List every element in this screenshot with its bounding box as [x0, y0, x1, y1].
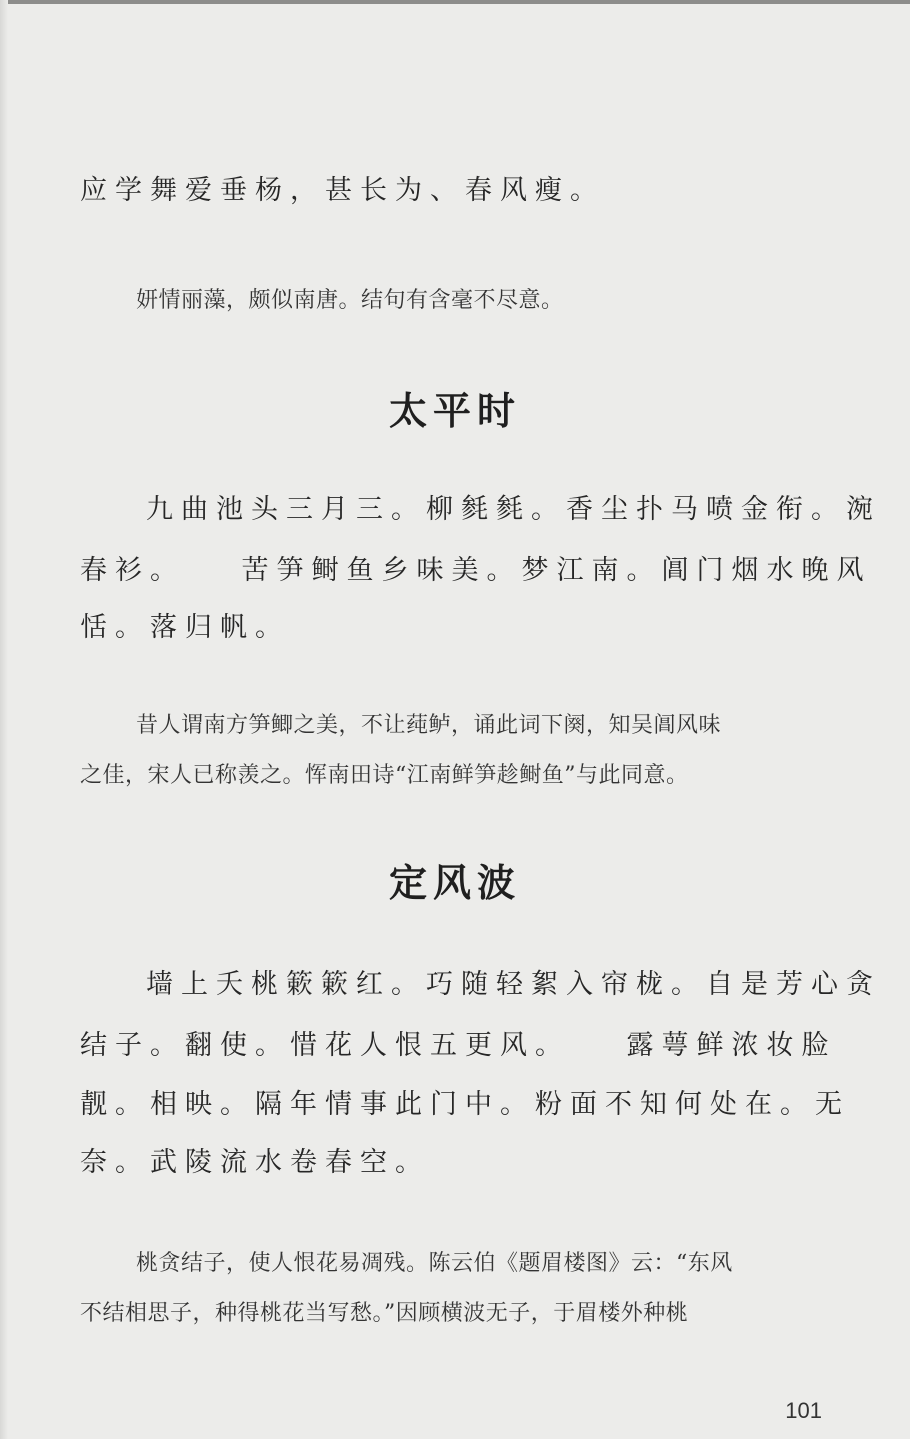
section-title: 定风波: [388, 860, 521, 905]
poem-line: 墙上夭桃簌簌红。巧随轻絮入帘栊。自是芳心贪: [146, 969, 881, 1000]
poem-line: 结子。翻使。惜花人恨五更风。 露萼鲜浓妆脸: [80, 1030, 837, 1061]
page-gutter: [0, 0, 8, 1439]
note-line: 桃贪结子，使人恨花易凋残。陈云伯《题眉楼图》云：“东风: [136, 1251, 733, 1276]
note-line: 妍情丽藻，颇似南唐。结句有含毫不尽意。: [136, 288, 564, 313]
poem-line: 九曲池头三月三。柳毵毵。香尘扑马喷金衔。涴: [146, 494, 881, 525]
section-title: 太平时: [388, 388, 521, 433]
poem-line: 春衫。 苦笋鲥鱼乡味美。梦江南。阊门烟水晚风: [80, 555, 872, 586]
note-line: 不结相思子，种得桃花当写愁。”因顾横波无子，于眉楼外种桃: [80, 1301, 689, 1326]
poem-line: 靓。相映。隔年情事此门中。粉面不知何处在。无: [80, 1089, 850, 1120]
note-line: 昔人谓南方笋鲫之美，不让莼鲈，诵此词下阕，知吴阊风味: [136, 713, 722, 738]
page-number: 101: [785, 1398, 822, 1423]
poem-line: 奈。武陵流水卷春空。: [80, 1147, 430, 1178]
poem-line: 应学舞爱垂杨，甚长为、春风瘦。: [80, 175, 605, 206]
note-line: 之佳，宋人已称羡之。恽南田诗“江南鲜笋趁鲥鱼”与此同意。: [80, 763, 689, 788]
top-rule: [0, 0, 910, 4]
poem-line: 恬。落归帆。: [80, 612, 290, 643]
